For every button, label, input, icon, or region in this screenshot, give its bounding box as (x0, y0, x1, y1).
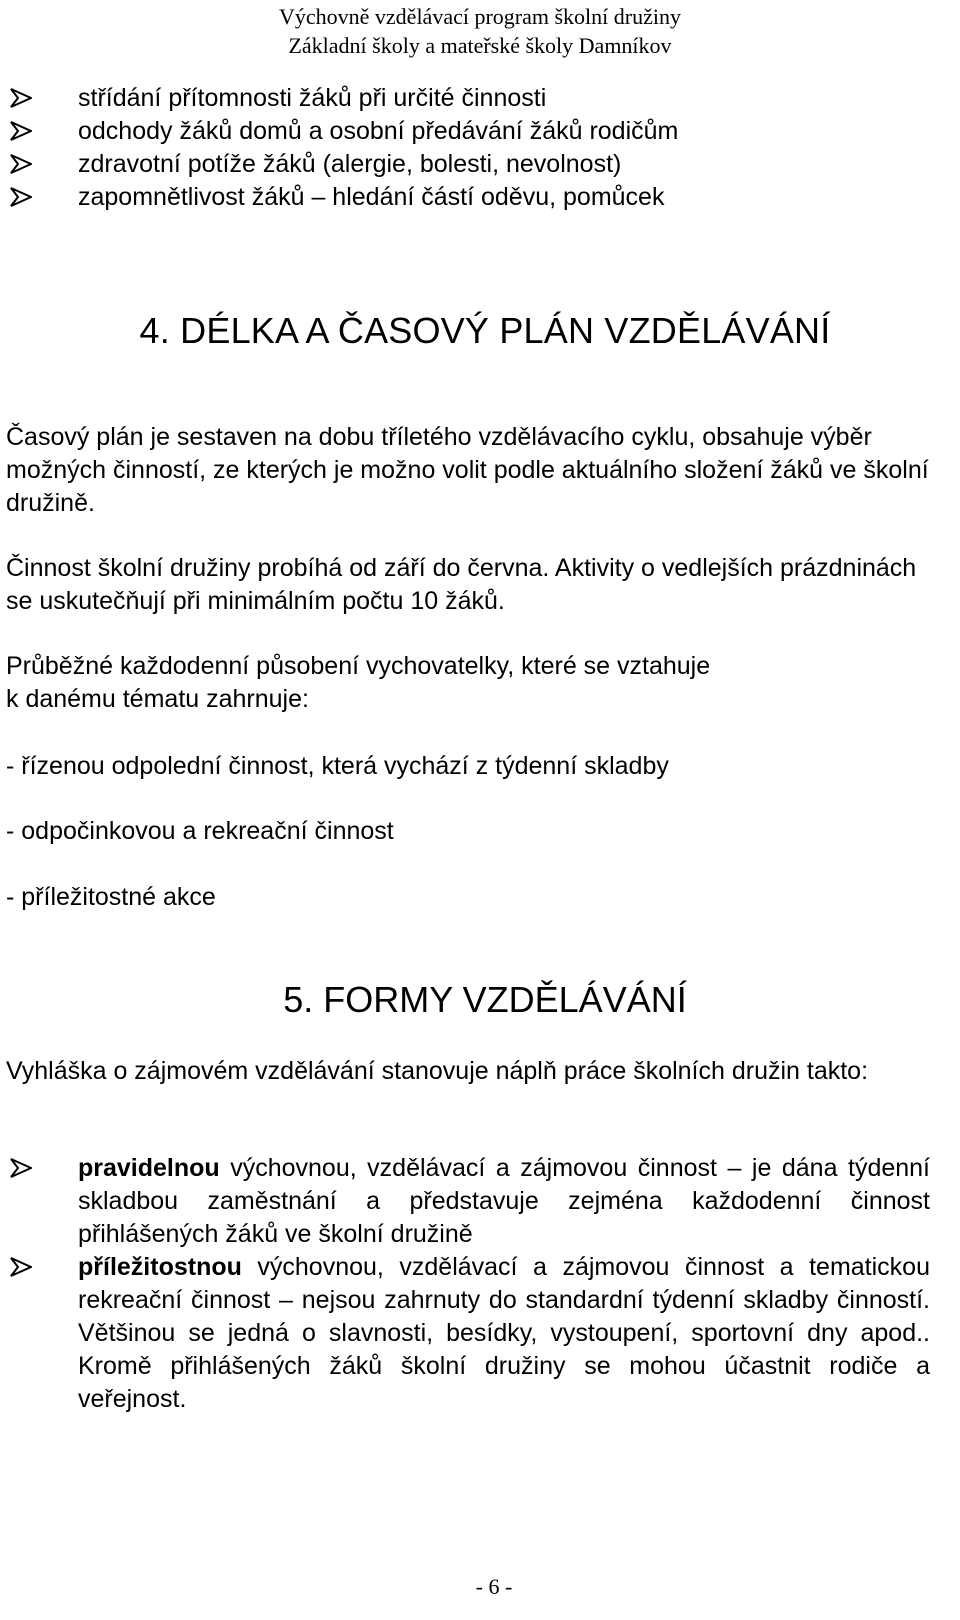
arrow-bullet-icon (6, 1152, 78, 1178)
top-bullet-list (6, 82, 946, 214)
list-item-text (78, 1152, 930, 1251)
section-4-paragraph-1: Časový plán je sestaven na dobu tříletého vzdělávacího cyklu, obsahuje výběr možných činností, ze kterých je možno volit podle aktuálního složení žáků ve školní družině. (6, 423, 929, 517)
list-item-description: výchovnou, vzdělávací a zájmovou činnost a tematickou rekreační činnost – nejsou zahrnuty do standardní týdenní skladby činností. Většinou se jedná o slavnosti, besídky, vystoupení, sportovní dny apod.. Kromě přihlášených žáků školní družiny se mohou účastnit rodiče a veřejnost. (78, 1253, 930, 1413)
list-item (6, 1251, 930, 1416)
list-item (6, 1152, 930, 1251)
section-4-paragraph-3 (6, 650, 936, 716)
list-item-description: výchovnou, vzdělávací a zájmovou činnost – je dána týdenní skladbou zaměstnání a představuje zejména každodenní činnost přihlášených žáků ve školní družině (78, 1154, 930, 1248)
page-number: - 6 - (475, 1574, 513, 1599)
page-header (0, 2, 960, 60)
list-item-text: zdravotní potíže žáků (alergie, bolesti, nevolnost) (78, 150, 622, 178)
arrow-bullet-icon (6, 115, 78, 141)
arrow-bullet-icon (6, 1251, 78, 1277)
list-item-text: odchody žáků domů a osobní předávání žáků rodičům (78, 117, 679, 145)
arrow-bullet-icon (6, 148, 78, 174)
activity-item-occasional: - příležitostné akce (6, 883, 216, 911)
forms-bullet-list (6, 1152, 930, 1416)
section-4-heading: 4. DÉLKA A ČASOVÝ PLÁN VZDĚLÁVÁNÍ (139, 310, 831, 351)
list-item-bold-term: příležitostnou (78, 1253, 242, 1281)
list-item (6, 82, 946, 115)
list-item-text: střídání přítomnosti žáků při určité činnosti (78, 84, 547, 112)
list-item (6, 148, 946, 181)
list-item (6, 115, 946, 148)
list-item-text (78, 1251, 930, 1416)
arrow-bullet-icon (6, 82, 78, 108)
list-item-bold-term: pravidelnou (78, 1154, 220, 1182)
section-5-intro: Vyhláška o zájmovém vzdělávání stanovuje náplň práce školních družin takto: (6, 1057, 869, 1085)
list-item (6, 181, 946, 214)
activity-item-directed: - řízenou odpolední činnost, která vychází z týdenní skladby (6, 752, 669, 780)
header-school-name: Základní školy a mateřské školy Damníkov (288, 33, 672, 58)
list-item-text: zapomnětlivost žáků – hledání částí oděvu, pomůcek (78, 183, 665, 211)
section-4-paragraph-2: Činnost školní družiny probíhá od září do června. Aktivity o vedlejších prázdninách se uskutečňují při minimálním počtu 10 žáků. (6, 554, 917, 615)
paragraph-3-line-2: k danému tématu zahrnuje: (6, 685, 309, 713)
section-5-heading: 5. FORMY VZDĚLÁVÁNÍ (283, 979, 687, 1020)
activity-item-relaxation: - odpočinkovou a rekreační činnost (6, 817, 394, 845)
paragraph-3-line-1: Průběžné každodenní působení vychovatelky, které se vztahuje (6, 652, 711, 680)
arrow-bullet-icon (6, 181, 78, 207)
header-program-title: Výchovně vzdělávací program školní družiny (279, 4, 681, 29)
